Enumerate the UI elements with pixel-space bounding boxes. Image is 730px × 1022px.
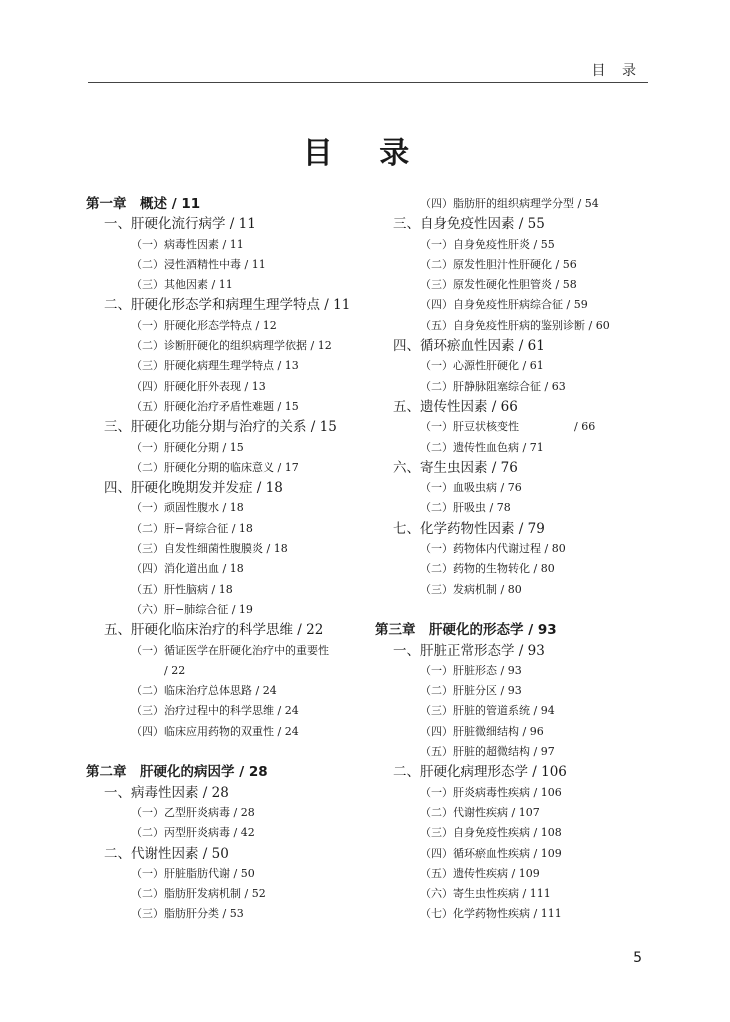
toc-subsection[interactable]: （二）遗传性血色病 / 71 [420, 440, 544, 454]
toc-subsection[interactable]: （五）肝脏的超微结构 / 97 [420, 745, 555, 759]
header-rule [88, 82, 648, 83]
toc-subsection[interactable]: （二）临床治疗总体思路 / 24 [131, 684, 277, 698]
toc-subsection[interactable]: / 22 [164, 663, 186, 677]
toc-subsection[interactable]: （二）肝静脉阻塞综合征 / 63 [420, 379, 566, 393]
toc-subsection[interactable]: （四）临床应用药物的双重性 / 24 [131, 724, 299, 738]
toc-section[interactable]: 七、化学药物性因素 / 79 [393, 520, 545, 537]
toc-subsection[interactable]: （四）肝硬化肝外表现 / 13 [131, 379, 266, 393]
toc-right-column [375, 194, 655, 925]
toc-subsection[interactable]: （二）肝脏分区 / 93 [420, 684, 522, 698]
toc-spacer [375, 600, 655, 620]
toc-subsection[interactable]: （五）遗传性疾病 / 109 [420, 866, 540, 880]
toc-subsection[interactable]: （四）脂肪肝的组织病理学分型 / 54 [420, 197, 599, 210]
toc-subsection[interactable]: （一）自身免疫性肝炎 / 55 [420, 237, 555, 251]
toc-subsection[interactable]: （二）脂肪肝发病机制 / 52 [131, 887, 266, 901]
running-header: 目 录 [591, 63, 642, 79]
toc-subsection[interactable]: （七）化学药物性疾病 / 111 [420, 907, 562, 921]
toc-section[interactable]: 一、肝硬化流行病学 / 11 [104, 216, 256, 233]
toc-subsection[interactable]: （一）肝脏脂肪代谢 / 50 [131, 866, 255, 880]
toc-section[interactable]: 四、肝硬化晚期发并发症 / 18 [104, 480, 283, 497]
toc-subsection[interactable]: （一）药物体内代谢过程 / 80 [420, 542, 566, 556]
toc-subsection[interactable]: （六）肝−肺综合征 / 19 [131, 602, 253, 616]
toc-subsection[interactable]: （一）顽固性腹水 / 18 [131, 501, 244, 515]
toc-chapter[interactable]: 第一章 概述 / 11 [86, 196, 201, 212]
toc-chapter[interactable]: 第二章 肝硬化的病因学 / 28 [86, 764, 268, 781]
toc-section[interactable]: 四、循环瘀血性因素 / 61 [393, 338, 545, 355]
toc-spacer [86, 742, 376, 762]
toc-subsection[interactable]: （五）肝性脑病 / 18 [131, 582, 233, 596]
toc-subsection[interactable]: （三）治疗过程中的科学思维 / 24 [131, 704, 299, 718]
toc-subsection[interactable]: （一）心源性肝硬化 / 61 [420, 359, 544, 373]
toc-subsection[interactable]: （三）肝脏的管道系统 / 94 [420, 704, 555, 718]
toc-subsection[interactable]: （五）自身免疫性肝病的鉴别诊断 / 60 [420, 318, 610, 332]
toc-subsection[interactable]: （四）循环瘀血性疾病 / 109 [420, 846, 562, 860]
toc-section[interactable]: 五、肝硬化临床治疗的科学思维 / 22 [104, 622, 324, 639]
toc-subsection[interactable]: （四）消化道出血 / 18 [131, 562, 244, 576]
toc-subsection[interactable]: （四）肝脏微细结构 / 96 [420, 724, 544, 738]
toc-subsection[interactable]: （三）自发性细菌性腹膜炎 / 18 [131, 542, 288, 556]
toc-subsection[interactable]: （二）肝−肾综合征 / 18 [131, 521, 253, 535]
toc-subsection[interactable]: （六）寄生虫性疾病 / 111 [420, 887, 551, 901]
toc-section[interactable]: 三、自身免疫性因素 / 55 [393, 216, 545, 233]
toc-section[interactable]: 二、代谢性因素 / 50 [104, 845, 229, 862]
toc-subsection[interactable]: （二）原发性胆汁性肝硬化 / 56 [420, 257, 577, 271]
toc-subsection[interactable]: （一）循证医学在肝硬化治疗中的重要性 [131, 643, 329, 657]
toc-section[interactable]: 二、肝硬化形态学和病理生理学特点 / 11 [104, 297, 351, 314]
toc-section[interactable]: 六、寄生虫因素 / 76 [393, 459, 518, 476]
toc-section[interactable]: 五、遗传性因素 / 66 [393, 398, 518, 415]
toc-subsection[interactable]: （二）浸性酒精性中毒 / 11 [131, 257, 266, 271]
page-title: 目 录 [302, 136, 428, 171]
toc-subsection[interactable]: （二）代谢性疾病 / 107 [420, 805, 540, 819]
toc-subsection[interactable]: （一）肝炎病毒性疾病 / 106 [420, 785, 562, 799]
toc-subsection[interactable]: （二）肝硬化分期的临床意义 / 17 [131, 460, 299, 474]
toc-subsection[interactable]: （三）自身免疫性疾病 / 108 [420, 826, 562, 840]
toc-subsection[interactable]: （一）肝脏形态 / 93 [420, 663, 522, 677]
toc-subsection[interactable]: （三）其他因素 / 11 [131, 278, 233, 292]
toc-subsection[interactable]: （二）肝吸虫 / 78 [420, 501, 511, 515]
toc-subsection[interactable]: （一）肝硬化分期 / 15 [131, 440, 244, 454]
toc-section[interactable]: 一、肝脏正常形态学 / 93 [393, 642, 545, 659]
toc-subsection[interactable]: （三）肝硬化病理生理学特点 / 13 [131, 359, 299, 373]
toc-subsection[interactable]: （一）病毒性因素 / 11 [131, 237, 244, 251]
toc-subsection[interactable]: （一）肝硬化形态学特点 / 12 [131, 318, 277, 332]
toc-subsection[interactable]: （五）肝硬化治疗矛盾性难题 / 15 [131, 399, 299, 413]
toc-left-column [86, 194, 376, 925]
toc-subsection[interactable]: （一）肝豆状核变性 / 66 [420, 420, 596, 434]
toc-section[interactable]: 三、肝硬化功能分期与治疗的关系 / 15 [104, 419, 337, 436]
toc-subsection[interactable]: （二）药物的生物转化 / 80 [420, 562, 555, 576]
toc-subsection[interactable]: （一）乙型肝炎病毒 / 28 [131, 805, 255, 819]
toc-subsection[interactable]: （三）发病机制 / 80 [420, 582, 522, 596]
toc-subsection[interactable]: （四）自身免疫性肝病综合征 / 59 [420, 298, 588, 312]
toc-chapter[interactable]: 第三章 肝硬化的形态学 / 93 [375, 622, 557, 639]
toc-subsection[interactable]: （二）丙型肝炎病毒 / 42 [131, 826, 255, 840]
toc-subsection[interactable]: （二）诊断肝硬化的组织病理学依据 / 12 [131, 339, 332, 353]
toc-section[interactable]: 一、病毒性因素 / 28 [104, 784, 229, 801]
toc-subsection[interactable]: （三）脂肪肝分类 / 53 [131, 907, 244, 921]
toc-subsection[interactable]: （三）原发性硬化性胆管炎 / 58 [420, 278, 577, 292]
toc-subsection[interactable]: （一）血吸虫病 / 76 [420, 481, 522, 495]
toc-section[interactable]: 二、肝硬化病理形态学 / 106 [393, 764, 567, 781]
page-number: 5 [633, 950, 642, 966]
